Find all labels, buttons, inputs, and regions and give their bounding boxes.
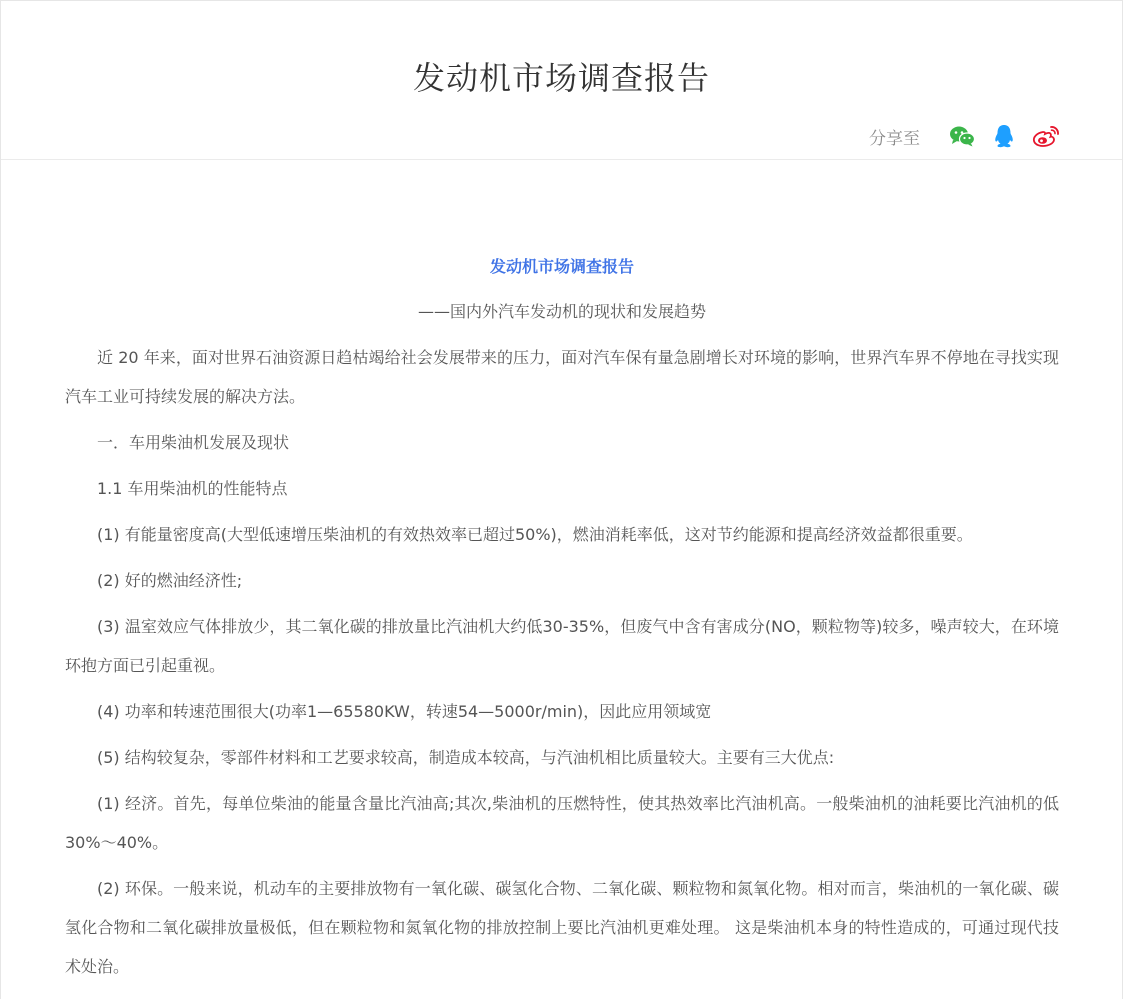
document-header [1, 1, 1122, 160]
weibo-icon [1032, 124, 1060, 148]
article-title: 发动机市场调查报告 [489, 257, 634, 276]
section-heading: 一．车用柴油机发展及现状 [97, 433, 290, 452]
share-weibo-button[interactable] [1032, 122, 1060, 150]
wechat-icon [949, 125, 975, 147]
paragraph: (1) 有能量密度高(大型低速增压柴油机的有效热效率已超过50%)，燃油消耗率低，这对节约能源和提高经济效益都很重要。 [97, 525, 973, 544]
paragraph: (2) 好的燃油经济性; [97, 571, 243, 590]
share-wechat-button[interactable] [948, 122, 976, 150]
paragraph: (2) 环保。一般来说，机动车的主要排放物有一氧化碳、碳氢化合物、二氧化碳、颗粒物和氮氧化物。相对而言，柴油机的一氧化碳、碳氢化合物和二氧化碳排放量极低，但在颗粒物和氮氧化物的排放控制上要比汽油机更难处理。 这是柴油机本身的特性造成的，可通过现代技术处治。 [65, 879, 1059, 976]
article-subtitle: ——国内外汽车发动机的现状和发展趋势 [417, 302, 706, 321]
article-body [65, 247, 1059, 993]
paragraph: (3) 温室效应气体排放少，其二氧化碳的排放量比汽油机大约低30-35%，但废气中含有害成分(NO，颗粒物等)较多，噪声较大，在环境环抱方面已引起重视。 [65, 617, 1059, 675]
subsection-heading: 1.1 车用柴油机的性能特点 [97, 479, 288, 498]
paragraph: (5) 结构较复杂，零部件材料和工艺要求较高，制造成本较高，与汽油机相比质量较大。主要有三大优点: [97, 748, 835, 767]
share-label: 分享至 [869, 128, 920, 149]
share-qq-button[interactable] [990, 122, 1018, 150]
qq-icon [993, 124, 1015, 148]
share-bar [869, 121, 1060, 151]
page-title: 发动机市场调查报告 [412, 59, 710, 97]
paragraph: (1) 经济。首先，每单位柴油的能量含量比汽油高;其次,柴油机的压燃特性，使其热效率比汽油机高。一般柴油机的油耗要比汽油机的低 30%～40%。 [65, 794, 1059, 852]
paragraph: (4) 功率和转速范围很大(功率1—65580KW，转速54—5000r/min)，因此应用领域宽 [97, 702, 712, 721]
paragraph: 近 20 年来，面对世界石油资源日趋枯竭给社会发展带来的压力，面对汽车保有量急剧增长对环境的影响，世界汽车界不停地在寻找实现汽车工业可持续发展的解决方法。 [65, 348, 1059, 406]
